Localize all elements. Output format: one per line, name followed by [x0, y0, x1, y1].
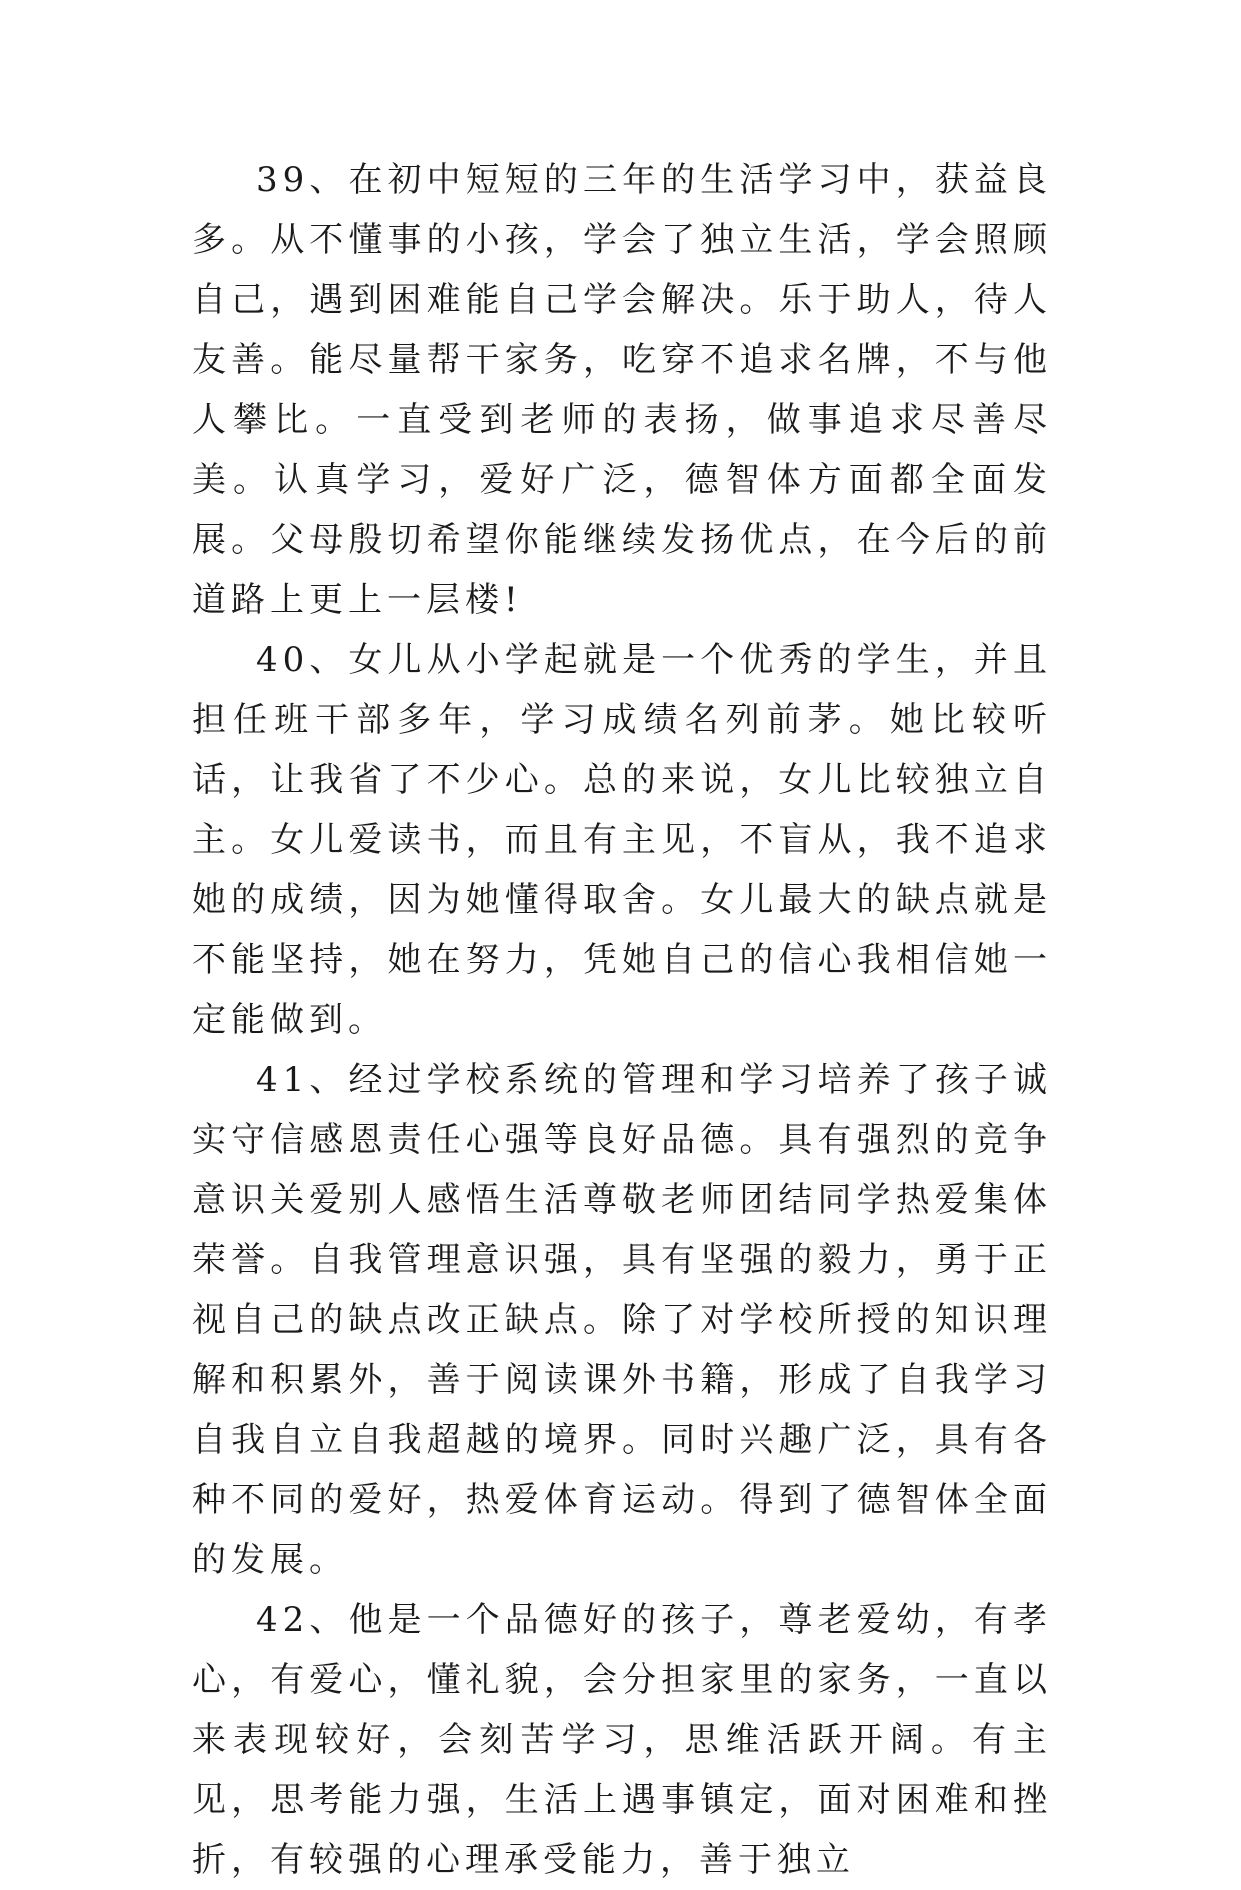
paragraph-42: 42、他是一个品德好的孩子，尊老爱幼，有孝心，有爱心，懂礼貌，会分担家里的家务，一直以来表现较好，会刻苦学习，思维活跃开阔。有主见，思考能力强，生活上遇事镇定，面对困难和挫折，有较强的心理承受能力，善于独立 [192, 1600, 1052, 1880]
paragraph-41: 41、经过学校系统的管理和学习培养了孩子诚实守信感恩责任心强等良好品德。具有强烈的竞争意识关爱别人感悟生活尊敬老师团结同学热爱集体荣誉。自我管理意识强，具有坚强的毅力，勇于正视自己的缺点改正缺点。除了对学校所授的知识理解和积累外，善于阅读课外书籍，形成了自我学习自我自立自我超越的境界。同时兴趣广泛，具有各种不同的爱好，热爱体育运动。得到了德智体全面的发展。 [192, 1060, 1052, 1580]
paragraph-39: 39、在初中短短的三年的生活学习中，获益良多。从不懂事的小孩，学会了独立生活，学会照顾自己，遇到困难能自己学会解决。乐于助人，待人友善。能尽量帮干家务，吃穿不追求名牌，不与他人攀比。一直受到老师的表扬，做事追求尽善尽美。认真学习，爱好广泛，德智体方面都全面发展。父母殷切希望你能继续发扬优点，在今后的前道路上更上一层楼! [192, 160, 1052, 620]
document-body [192, 150, 1052, 1890]
paragraph-40: 40、女儿从小学起就是一个优秀的学生，并且担任班干部多年，学习成绩名列前茅。她比较听话，让我省了不少心。总的来说，女儿比较独立自主。女儿爱读书，而且有主见，不盲从，我不追求她的成绩，因为她懂得取舍。女儿最大的缺点就是不能坚持，她在努力，凭她自己的信心我相信她一定能做到。 [192, 640, 1052, 1040]
